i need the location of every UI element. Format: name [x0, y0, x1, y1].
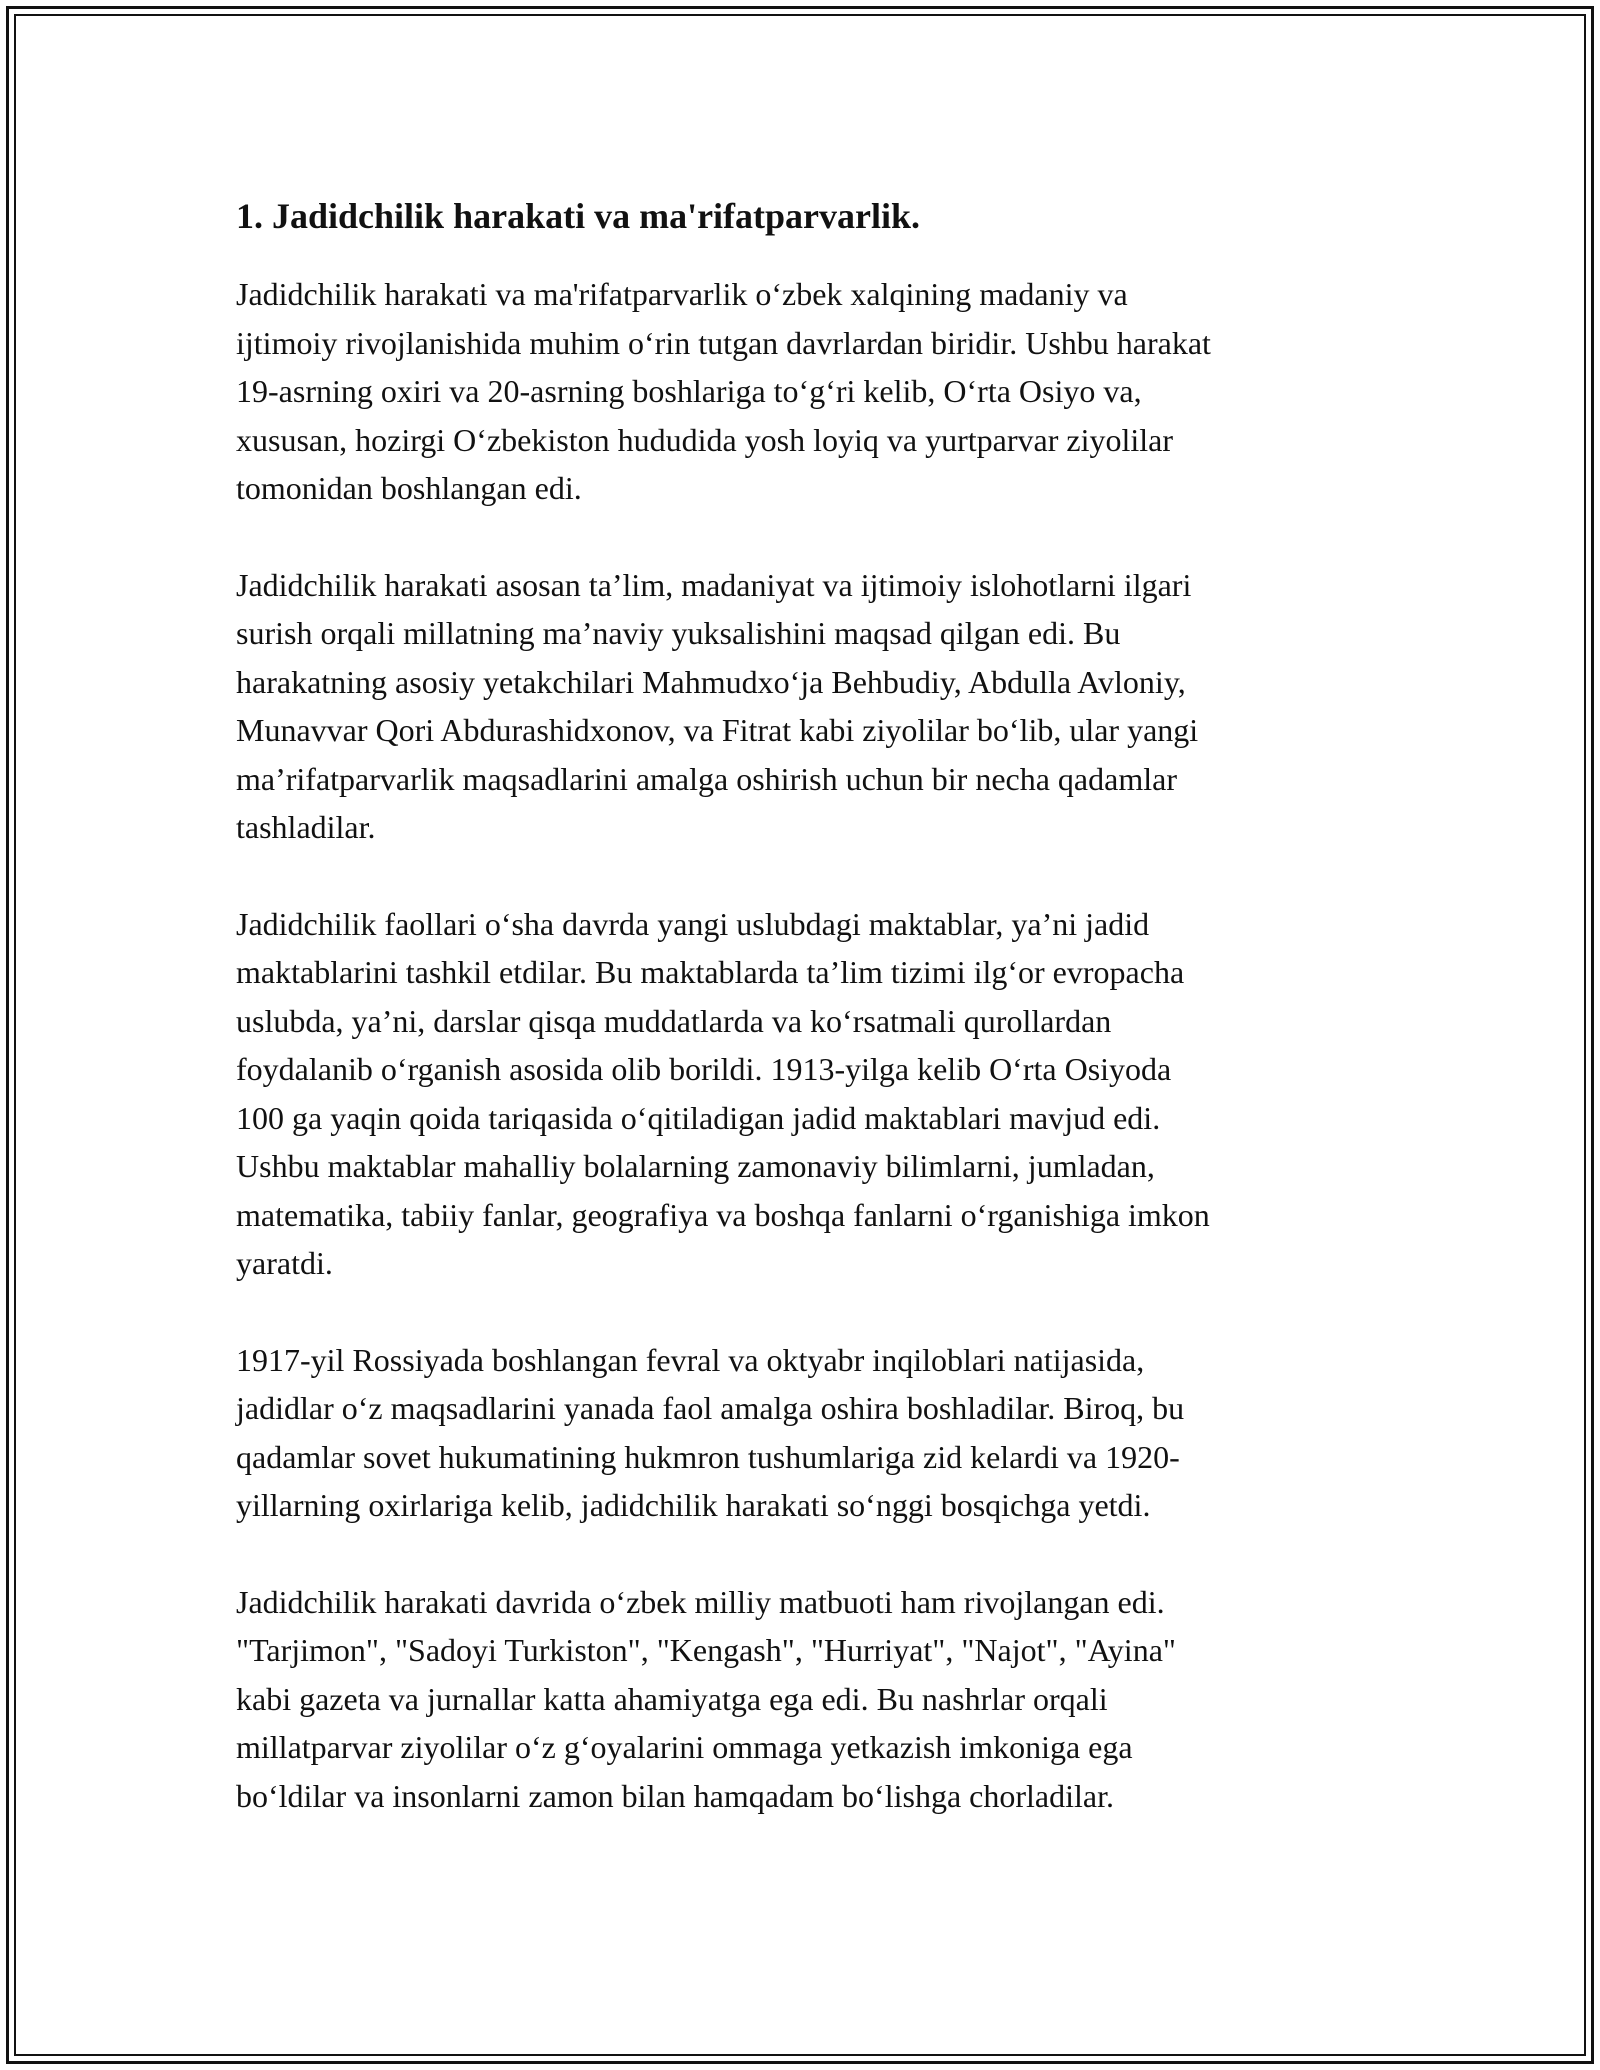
text-line: tashladilar.	[236, 809, 376, 845]
text-line: 19-asrning oxiri va 20-asrning boshlariga to‘g‘ri kelib, O‘rta Osiyo va,	[236, 373, 1142, 409]
text-line: Ushbu maktablar mahalliy bolalarning zamonaviy bilimlarni, jumladan,	[236, 1148, 1155, 1184]
text-line: "Tarjimon", "Sadoyi Turkiston", "Kengash", "Hurriyat", "Najot", "Ayina"	[236, 1632, 1176, 1668]
text-line: 100 ga yaqin qoida tariqasida o‘qitiladigan jadid maktablari mavjud edi.	[236, 1099, 1161, 1136]
paragraph	[236, 270, 1366, 513]
text-line: qadamlar sovet hukumatining hukmron tushumlariga zid kelardi va 1920-	[236, 1438, 1180, 1475]
document-body	[236, 190, 1366, 1868]
text-line: Jadidchilik harakati asosan ta’lim, madaniyat va ijtimoiy islohotlarni ilgari	[236, 566, 1192, 603]
text-line: bo‘ldilar va insonlarni zamon bilan hamqadam bo‘lishga chorladilar.	[236, 1777, 1114, 1814]
text-line: maktablarini tashkil etdilar. Bu maktablarda ta’lim tizimi ilg‘or evropacha	[236, 954, 1185, 990]
text-line: millatparvar ziyolilar o‘z g‘oyalarini ommaga yetkazish imkoniga ega	[236, 1729, 1133, 1765]
text-line: matematika, tabiiy fanlar, geografiya va boshqa fanlarni o‘rganishiga imkon	[236, 1196, 1210, 1233]
text-line: Jadidchilik harakati davrida o‘zbek milliy matbuoti ham rivojlangan edi.	[236, 1583, 1165, 1620]
text-line: uslubda, ya’ni, darslar qisqa muddatlarda va ko‘rsatmali qurollardan	[236, 1002, 1112, 1039]
text-line: foydalanib o‘rganish asosida olib borildi. 1913-yilga kelib O‘rta Osiyoda	[236, 1051, 1172, 1087]
paragraph	[236, 900, 1366, 1288]
text-line: ma’rifatparvarlik maqsadlarini amalga oshirish uchun bir necha qadamlar	[236, 760, 1177, 797]
paragraph	[236, 1336, 1366, 1530]
text-line: 1917-yil Rossiyada boshlangan fevral va oktyabr inqiloblari natijasida,	[236, 1341, 1145, 1378]
text-line: jadidlar o‘z maqsadlarini yanada faol amalga oshira boshladilar. Biroq, bu	[236, 1390, 1185, 1426]
text-line: Jadidchilik harakati va ma'rifatparvarlik o‘zbek xalqining madaniy va	[236, 276, 1128, 312]
text-line: kabi gazeta va jurnallar katta ahamiyatga ega edi. Bu nashrlar orqali	[236, 1680, 1108, 1717]
paragraph	[236, 561, 1366, 852]
paragraph	[236, 1578, 1366, 1821]
text-line: ijtimoiy rivojlanishida muhim o‘rin tutgan davrlardan biridir. Ushbu harakat	[236, 324, 1211, 361]
text-line: xususan, hozirgi O‘zbekiston hududida yosh loyiq va yurtparvar ziyolilar	[236, 421, 1173, 458]
text-line: Munavvar Qori Abdurashidxonov, va Fitrat kabi ziyolilar bo‘lib, ular yangi	[236, 712, 1199, 748]
text-line: surish orqali millatning ma’naviy yuksalishini maqsad qilgan edi. Bu	[236, 615, 1121, 651]
text-line: yillarning oxirlariga kelib, jadidchilik harakati so‘nggi bosqichga yetdi.	[236, 1487, 1151, 1523]
section-heading: 1. Jadidchilik harakati va ma'rifatparvarlik.	[236, 196, 921, 236]
text-line: Jadidchilik faollari o‘sha davrda yangi uslubdagi maktablar, ya’ni jadid	[236, 905, 1150, 942]
text-line: harakatning asosiy yetakchilari Mahmudxo‘ja Behbudiy, Abdulla Avloniy,	[236, 663, 1186, 700]
text-line: yaratdi.	[236, 1245, 333, 1281]
text-line: tomonidan boshlangan edi.	[236, 470, 582, 506]
